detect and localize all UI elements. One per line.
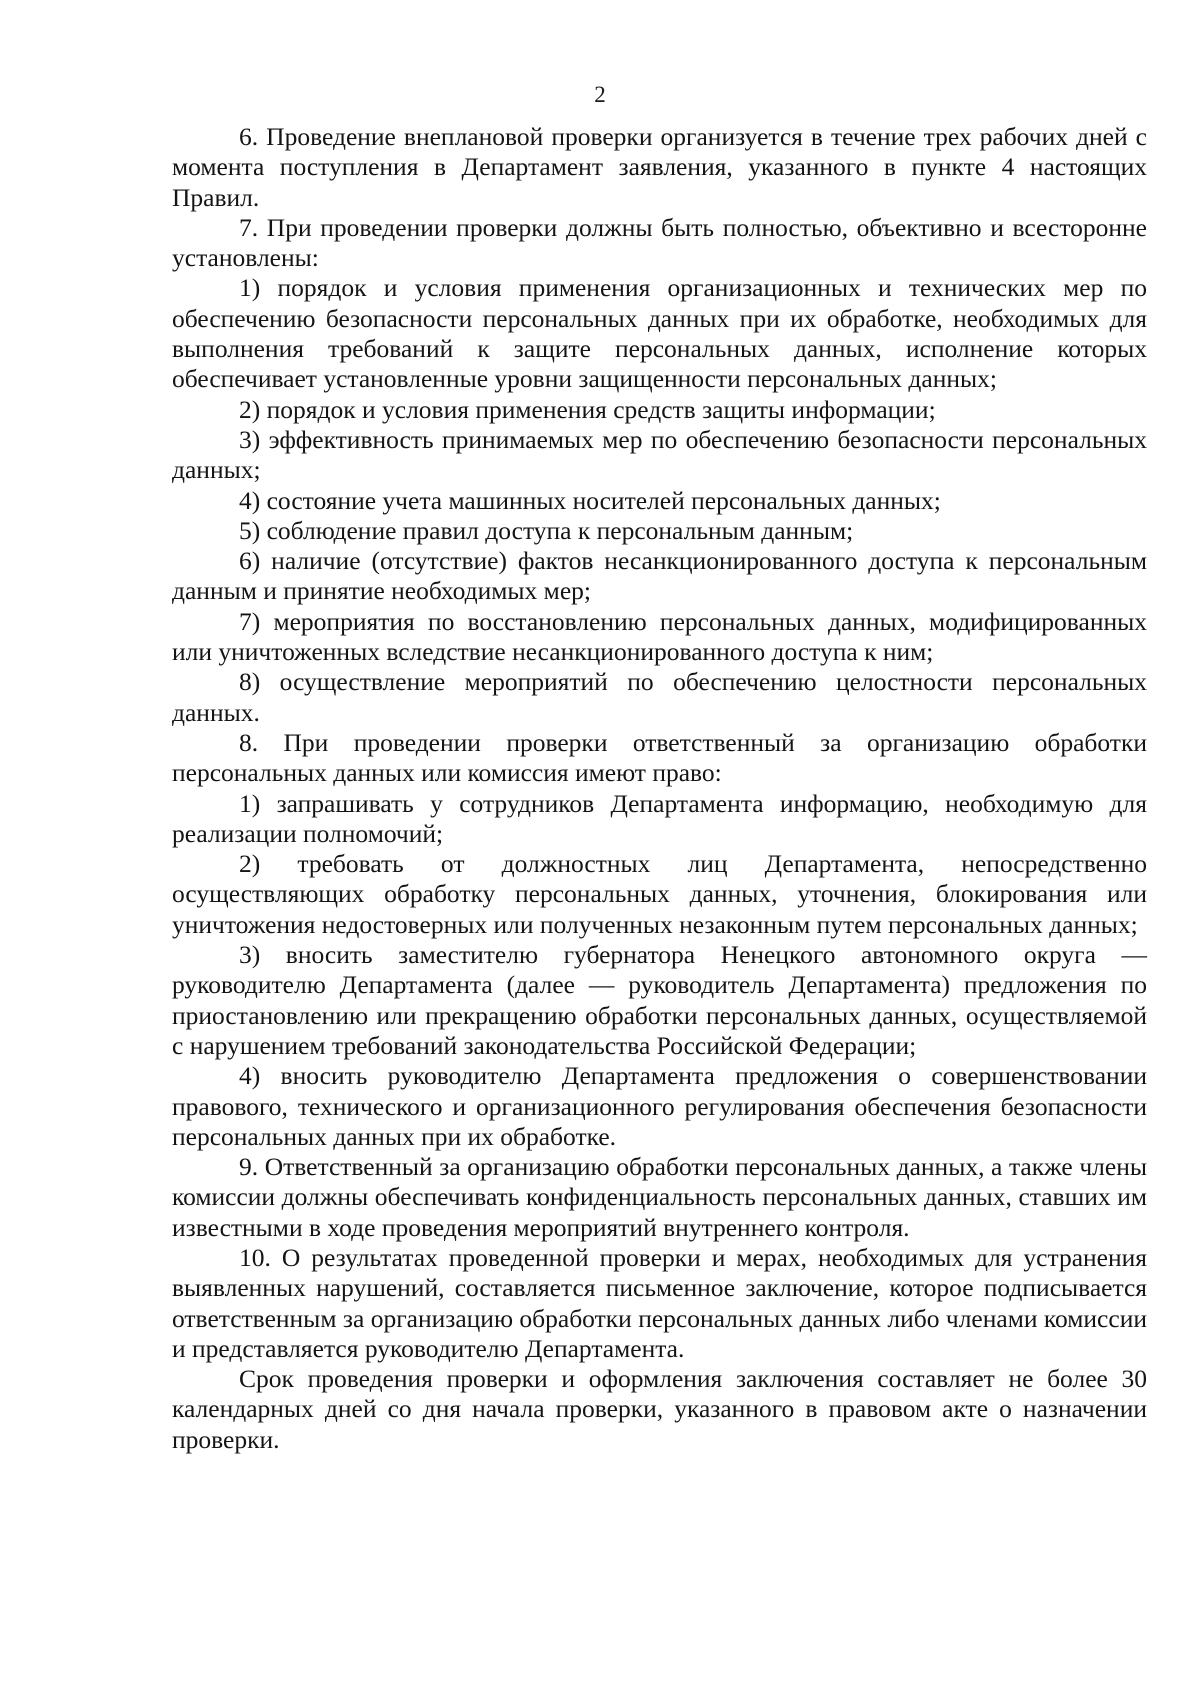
- paragraph-7: 7. При проведении проверки должны быть полностью, объективно и всесторонне установлены:: [172, 212, 1147, 273]
- paragraph-7-item-2: 2) порядок и условия применения средств защиты информации;: [239, 394, 936, 424]
- paragraph-7-item-5: 5) соблюдение правил доступа к персональным данным;: [239, 515, 854, 545]
- paragraph-6: 6. Проведение внеплановой проверки организуется в течение трех рабочих дней с момента поступления в Департамент заявления, указанного в пункте 4 настоящих Правил.: [172, 122, 1147, 212]
- paragraph-8-item-1: 1) запрашивать у сотрудников Департамента информацию, необходимую для реализации полномочий;: [172, 788, 1147, 848]
- paragraph-8-item-2: 2) требовать от должностных лиц Департамента, непосредственно осуществляющих обработку персональных данных, уточнения, блокирования или уничтожения недостоверных или полученных незаконным путем персональных данных;: [172, 849, 1147, 939]
- paragraph-7-item-8: 8) осуществление мероприятий по обеспечению целостности персональных данных.: [172, 667, 1147, 727]
- paragraph-7-item-7: 7) мероприятия по восстановлению персональных данных, модифицированных или уничтоженных вследствие несанкционированного доступа к ним;: [172, 606, 1147, 667]
- paragraph-7-item-1: 1) порядок и условия применения организационных и технических мер по обеспечению безопасности персональных данных при их обработке, необходимых для выполнения требований к защите персональных данных, исполнение которых обеспечивает установленные уровни защищенности персональных данных;: [172, 273, 1147, 394]
- paragraph-10: 10. О результатах проведенной проверки и мерах, необходимых для устранения выявленных нарушений, составляется письменное заключение, которое подписывается ответственным за организацию обработки персональных данных либо членами комиссии и представляется руководителю Департамента.: [172, 1242, 1147, 1363]
- paragraph-8-item-3: 3) вносить заместителю губернатора Ненецкого автономного округа — руководителю Департамента (далее — руководитель Департамента) предложения по приостановлению или прекращению обработки персональных данных, осуществляемой с нарушением требований законодательства Российской Федерации;: [172, 940, 1147, 1060]
- paragraph-7-item-6: 6) наличие (отсутствие) фактов несанкционированного доступа к персональным данным и принятие необходимых мер;: [172, 546, 1147, 606]
- paragraph-7-item-4: 4) состояние учета машинных носителей персональных данных;: [239, 485, 941, 515]
- paragraph-10-term: Срок проведения проверки и оформления заключения составляет не более 30 календарных дней со дня начала проверки, указанного в правовом акте о назначении проверки.: [172, 1364, 1147, 1454]
- page-number: 2: [594, 82, 606, 107]
- paragraph-9: 9. Ответственный за организацию обработки персональных данных, а также члены комиссии должны обеспечивать конфиденциальность персональных данных, ставших им известными в ходе проведения мероприятий внутреннего контроля.: [172, 1152, 1147, 1242]
- paragraph-7-item-3: 3) эффективность принимаемых мер по обеспечению безопасности персональных данных;: [172, 424, 1147, 485]
- paragraph-8: 8. При проведении проверки ответственный за организацию обработки персональных данных или комиссия имеют право:: [172, 727, 1147, 788]
- paragraph-8-item-4: 4) вносить руководителю Департамента предложения о совершенствовании правового, технического и организационного регулирования обеспечения безопасности персональных данных при их обработке.: [172, 1061, 1147, 1151]
- document-body: [172, 122, 1147, 1455]
